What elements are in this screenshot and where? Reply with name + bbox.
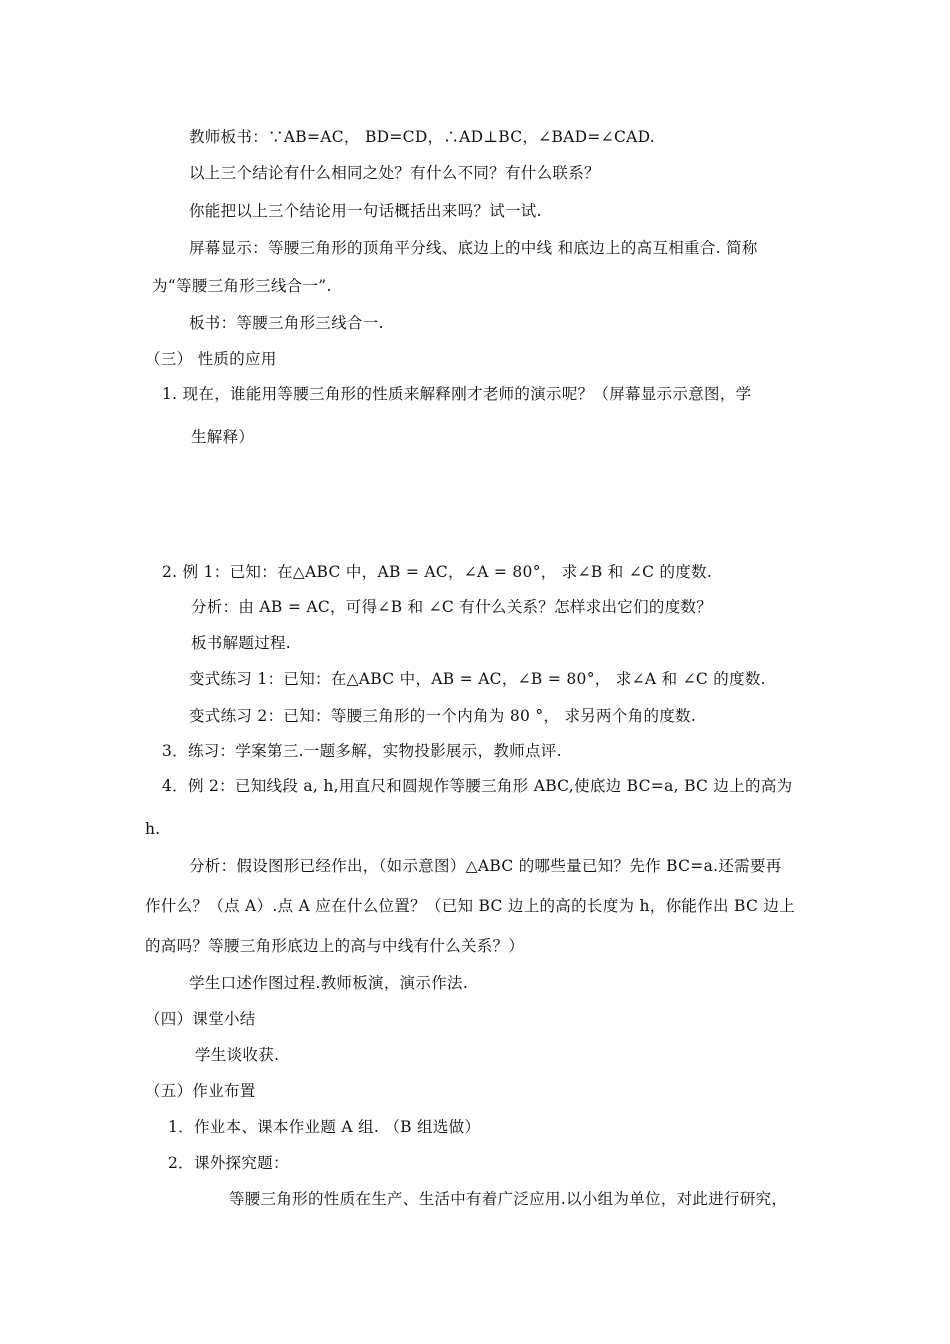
section-heading: （五）作业布置 [145,1082,256,1100]
list-item-cont: 生解释） [191,428,255,446]
section-heading: （三） 性质的应用 [145,350,277,368]
body-line: 等腰三角形的性质在生产、生活中有着广泛应用.以小组为单位，对此进行研究， [229,1190,788,1208]
question-line: 以上三个结论有什么相同之处？有什么不同？有什么联系？ [189,164,600,182]
list-item: 2. 例 1：已知：在△ABC 中，AB = AC，∠A = 80°， 求∠B 和 ∠C 的度数. [162,563,713,581]
exercise-line: 变式练习 1：已知：在△ABC 中，AB = AC，∠B = 80°， 求∠A 和 ∠C 的度数. [189,670,766,688]
list-item: 4．例 2：已知线段 a, h,用直尺和圆规作等腰三角形 ABC,使底边 BC=a, BC 边上的高为 [162,777,793,795]
list-item: 2．课外探究题： [168,1154,289,1172]
question-line: 你能把以上三个结论用一句话概括出来吗？试一试. [189,202,542,220]
board-line: 板书：等腰三角形三线合一. [189,314,384,332]
teacher-board-line: 教师板书：∵AB=AC， BD=CD，∴AD⊥BC，∠BAD=∠CAD. [189,128,656,146]
list-item: 1. 现在，谁能用等腰三角形的性质来解释刚才老师的演示呢？（屏幕显示示意图，学 [162,385,752,403]
body-line: 学生口述作图过程.教师板演，演示作法. [189,974,469,992]
analysis-line-cont: 的高吗？等腰三角形底边上的高与中线有什么关系？） [145,937,525,955]
board-line: 板书解题过程. [191,634,292,652]
exercise-line: 变式练习 2：已知：等腰三角形的一个内角为 80 °， 求另两个角的度数. [189,707,697,725]
analysis-line: 分析：假设图形已经作出，（如示意图）△ABC 的哪些量已知？先作 BC=a.还需要再 [189,857,782,875]
section-heading: （四）课堂小结 [145,1010,256,1028]
screen-display-line: 屏幕显示：等腰三角形的顶角平分线、底边上的中线 和底边上的高互相重合. 简称 [189,239,758,257]
analysis-line: 分析：由 AB = AC，可得∠B 和 ∠C 有什么关系？怎样求出它们的度数？ [191,598,713,616]
list-item-cont: h. [145,820,161,838]
list-item: 3．练习：学案第三.一题多解，实物投影展示，教师点评. [162,742,562,760]
screen-display-line-cont: 为“等腰三角形三线合一”. [152,277,332,295]
analysis-line-cont: 作什么？（点 A）.点 A 应在什么位置？（已知 BC 边上的高的长度为 h，你能作出 BC 边上 [145,897,795,915]
body-line: 学生谈收获. [195,1046,280,1064]
list-item: 1．作业本、课本作业题 A 组. （B 组选做） [168,1118,481,1136]
